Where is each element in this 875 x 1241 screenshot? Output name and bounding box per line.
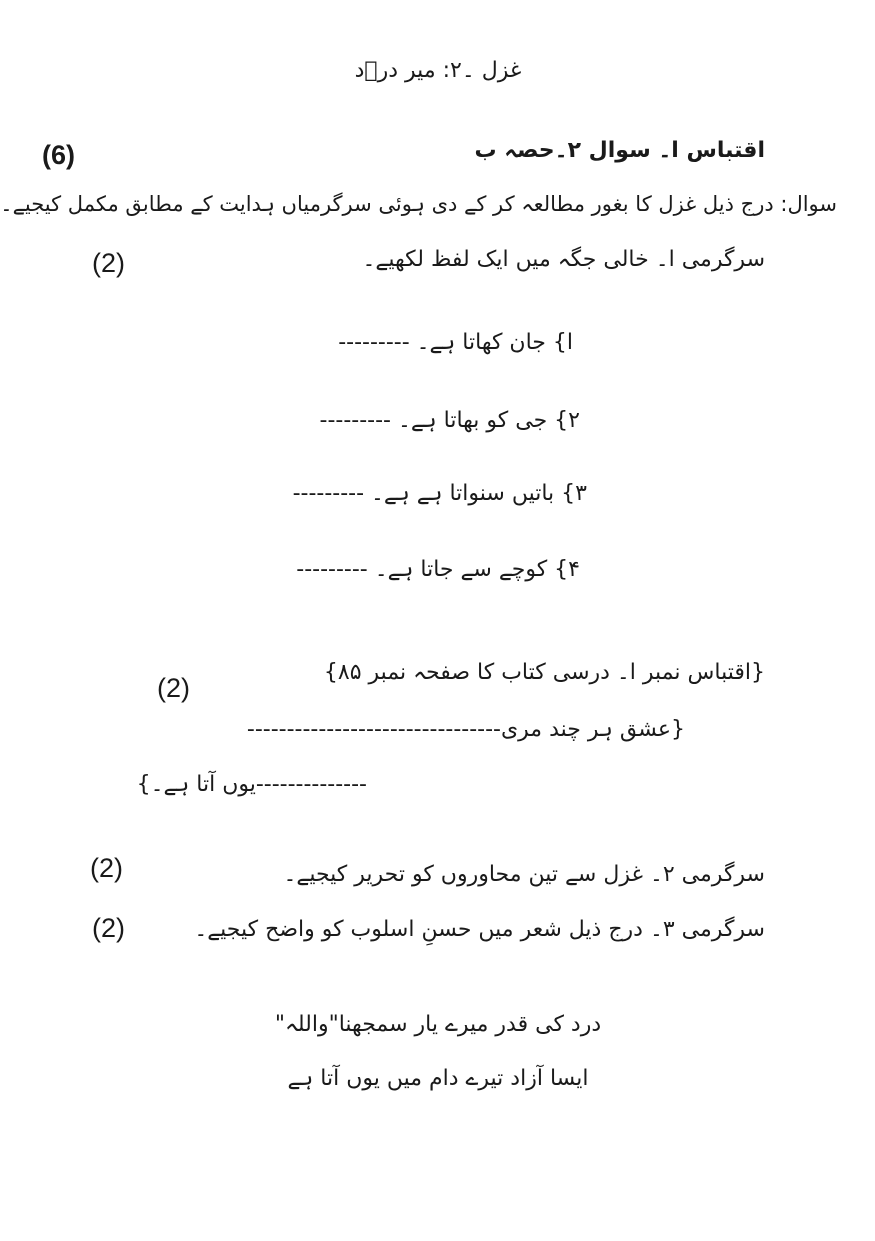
page-title: غزل ۔۲: میر درؔد xyxy=(354,58,522,83)
quote-line-1: {عشق ہر چند مری-------------------------------- xyxy=(246,717,685,742)
activity-1-marks: (2) xyxy=(92,248,125,278)
quote-marks: (2) xyxy=(157,673,190,703)
section-heading: اقتباس ا۔ سوال ۲۔حصہ ب xyxy=(474,138,765,163)
activity-2-marks: (2) xyxy=(90,853,123,883)
fill-blank-item-2: ۲} جی کو بھاتا ہے۔ --------- xyxy=(319,408,580,433)
couplet-line-1: درد کی قدر میرے یار سمجھنا"واللہ" xyxy=(274,1012,602,1037)
fill-blank-item-3: ۳} باتیں سنواتا ہے ہے۔ --------- xyxy=(292,481,587,506)
fill-blank-item-1: ا} جان کھاتا ہے۔ --------- xyxy=(338,330,573,355)
activity-2-label: سرگرمی ۲۔ غزل سے تین محاوروں کو تحریر کیجیے۔ xyxy=(283,862,765,887)
couplet-line-2: ایسا آزاد تیرے دام میں یوں آتا ہے xyxy=(287,1066,589,1091)
activity-3-label: سرگرمی ۳۔ درج ذیل شعر میں حسنِ اسلوب کو واضح کیجیے۔ xyxy=(194,917,765,942)
quote-source: {اقتباس نمبر ا۔ درسی کتاب کا صفحہ نمبر ۸۵} xyxy=(323,660,765,685)
instruction-text: سوال: درج ذیل غزل کا بغور مطالعہ کر کے دی ہوئی سرگرمیاں ہدایت کے مطابق مکمل کیجیے۔ xyxy=(0,192,837,216)
total-marks: (6) xyxy=(42,140,75,170)
activity-3-marks: (2) xyxy=(92,913,125,943)
fill-blank-item-4: ۴} کوچے سے جاتا ہے۔ --------- xyxy=(296,557,580,582)
quote-line-2: --------------یوں آتا ہے۔} xyxy=(136,772,367,797)
activity-1-label: سرگرمی ا۔ خالی جگہ میں ایک لفظ لکھیے۔ xyxy=(362,247,765,272)
